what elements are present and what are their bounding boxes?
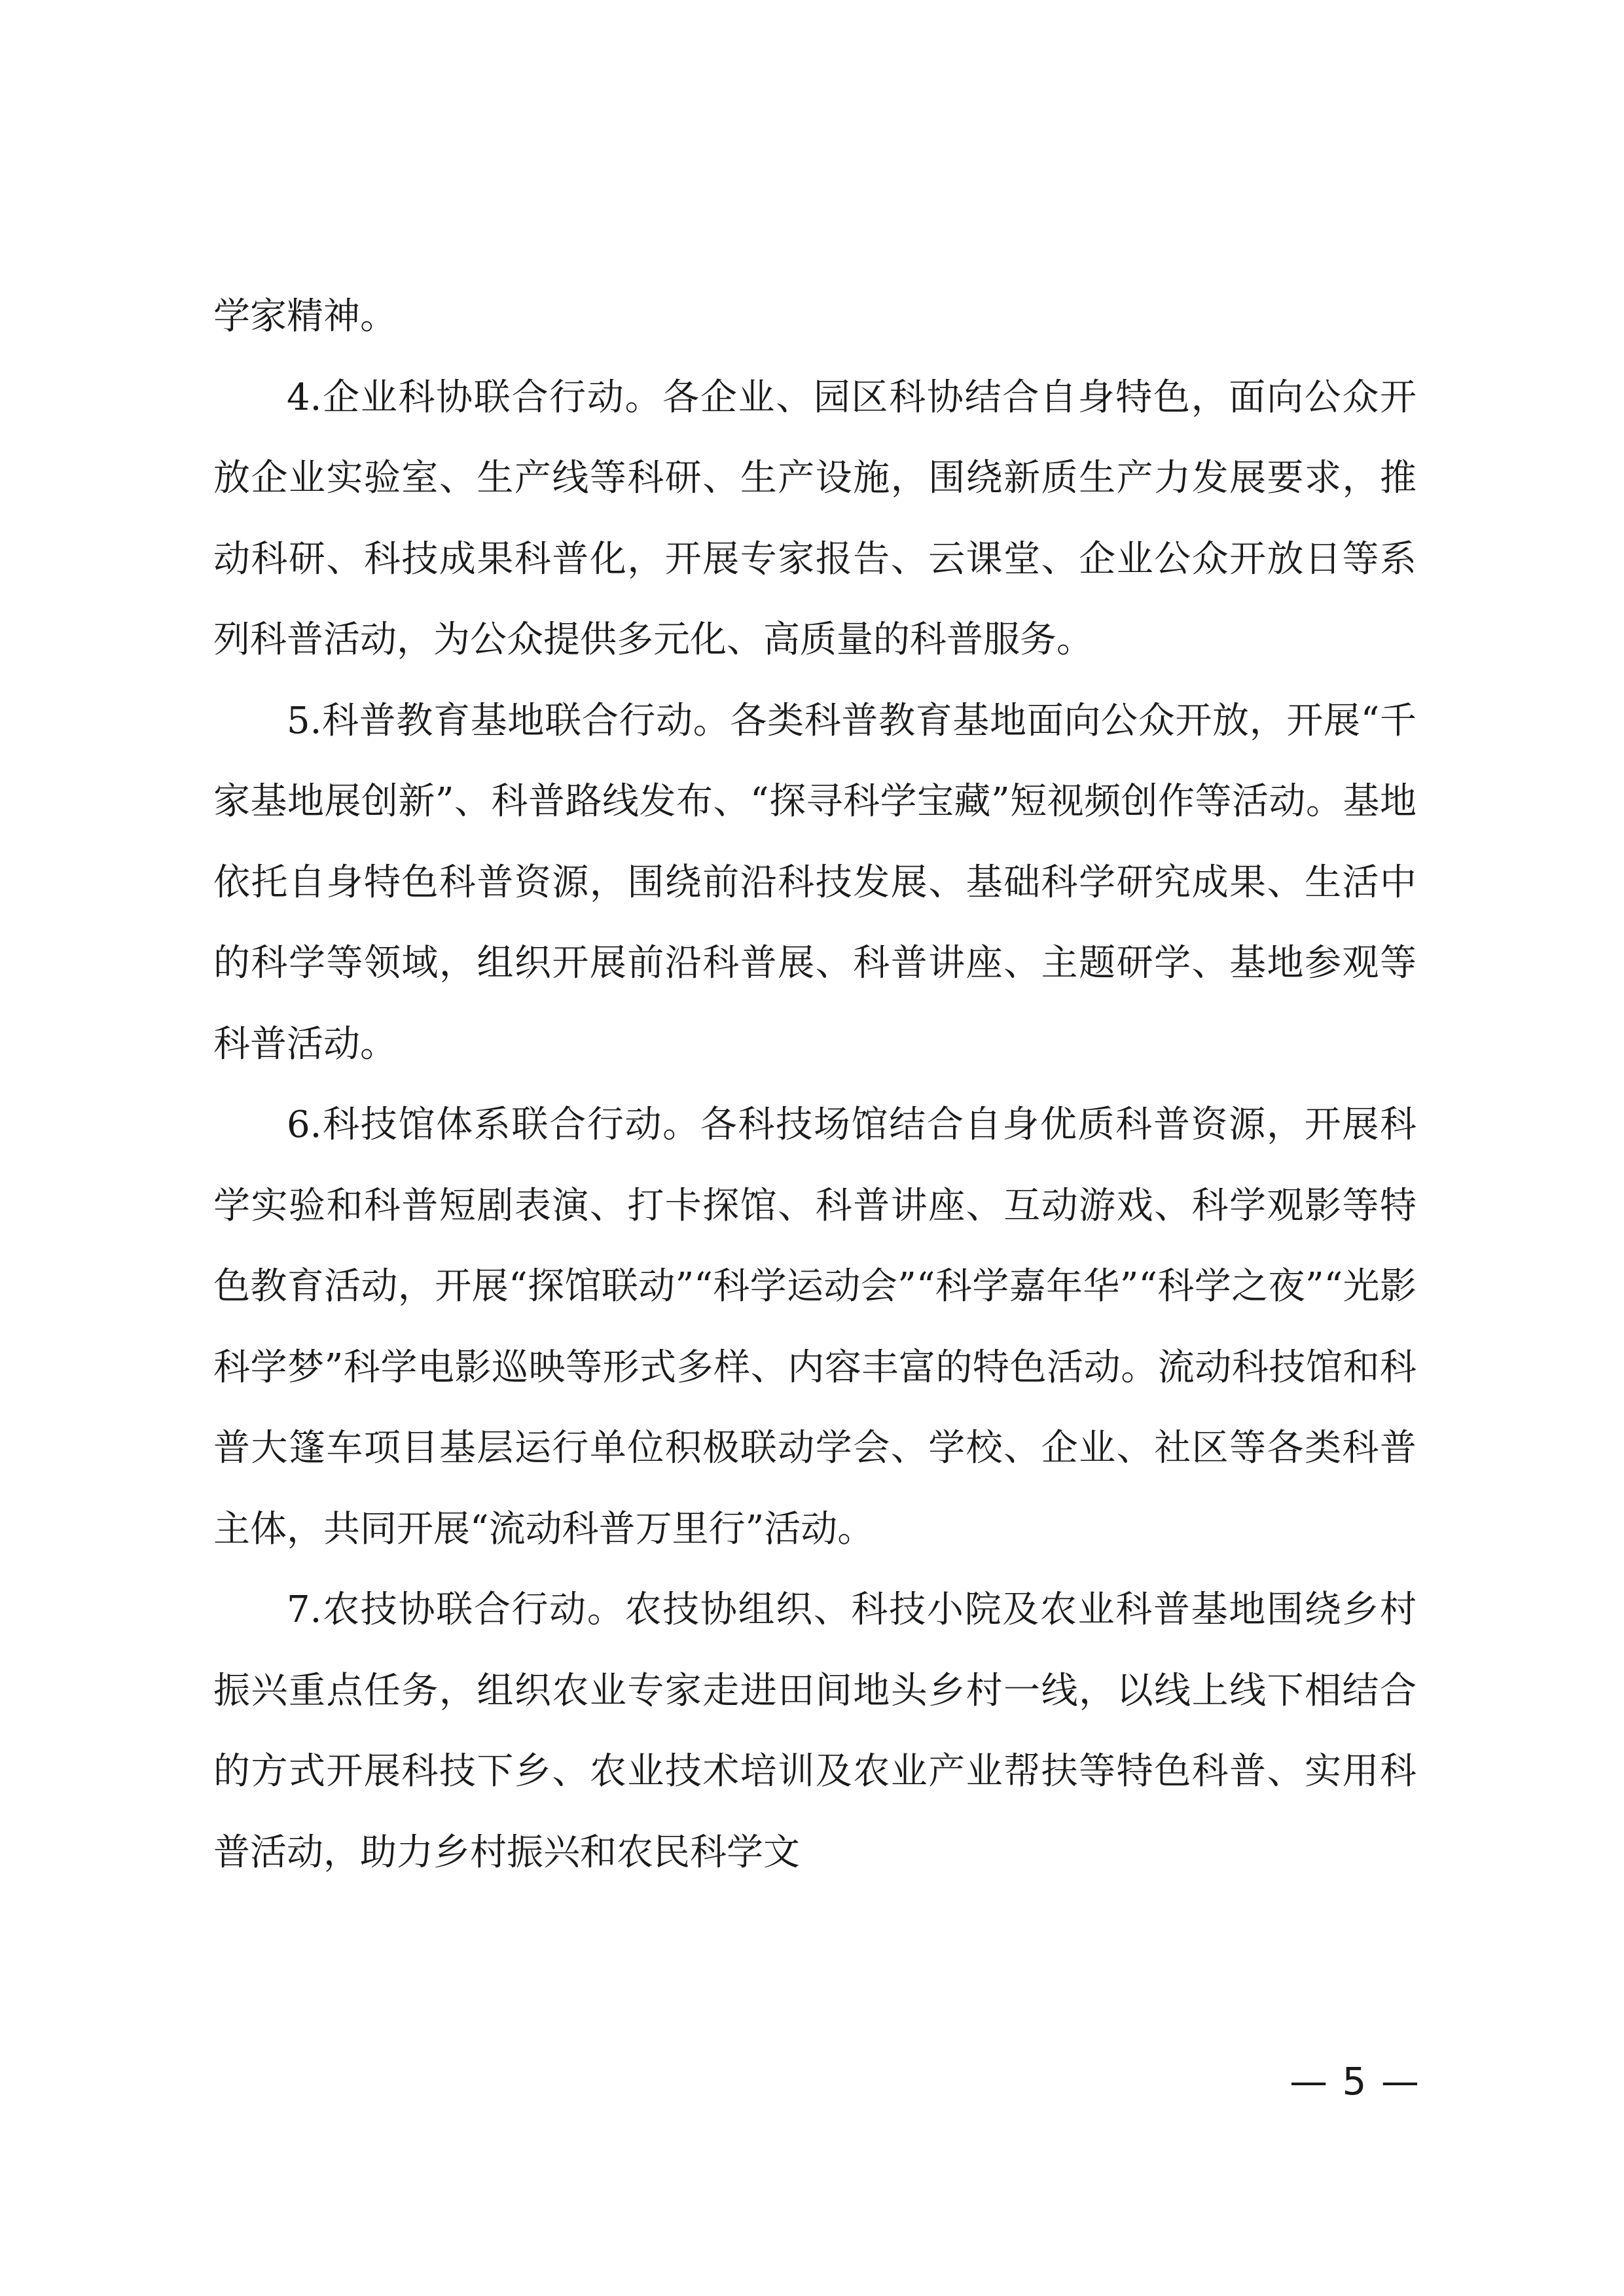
page-number: — 5 — <box>1290 2059 1420 2104</box>
paragraph-continuation: 学家精神。 <box>213 295 397 338</box>
document-body <box>213 276 1416 1893</box>
paragraph-science-education-base-action: 5.科普教育基地联合行动。各类科普教育基地面向公众开放，开展“千家基地展创新”、科普路线发布、“探寻科学宝藏”短视频创作等活动。基地依托自身特色科普资源，围绕前沿科技发展、基础科学研究成果、生活中的科学等领域，组织开展前沿科普展、科普讲座、主题研学、基地参观等科普活动。 <box>213 699 1416 1066</box>
paragraph-enterprise-association-action: 4.企业科协联合行动。各企业、园区科协结合自身特色，面向公众开放企业实验室、生产线等科研、生产设施，围绕新质生产力发展要求，推动科研、科技成果科普化，开展专家报告、云课堂、企业公众开放日等系列科普活动，为公众提供多元化、高质量的科普服务。 <box>213 376 1416 661</box>
paragraph-science-museum-system-action: 6.科技馆体系联合行动。各科技场馆结合自身优质科普资源，开展科学实验和科普短剧表演、打卡探馆、科普讲座、互动游戏、科学观影等特色教育活动，开展“探馆联动”“科学运动会”“科学嘉年华”“科学之夜”“光影科学梦”科学电影巡映等形式多样、内容丰富的特色活动。流动科技馆和科普大篷车项目基层运行单位积极联动学会、学校、企业、社区等各类科普主体，共同开展“流动科普万里行”活动。 <box>213 1103 1416 1551</box>
paragraph-agricultural-association-action: 7.农技协联合行动。农技协组织、科技小院及农业科普基地围绕乡村振兴重点任务，组织农业专家走进田间地头乡村一线，以线上线下相结合的方式开展科技下乡、农业技术培训及农业产业帮扶等特色科普、实用科普活动，助力乡村振兴和农民科学文 <box>213 1588 1416 1874</box>
